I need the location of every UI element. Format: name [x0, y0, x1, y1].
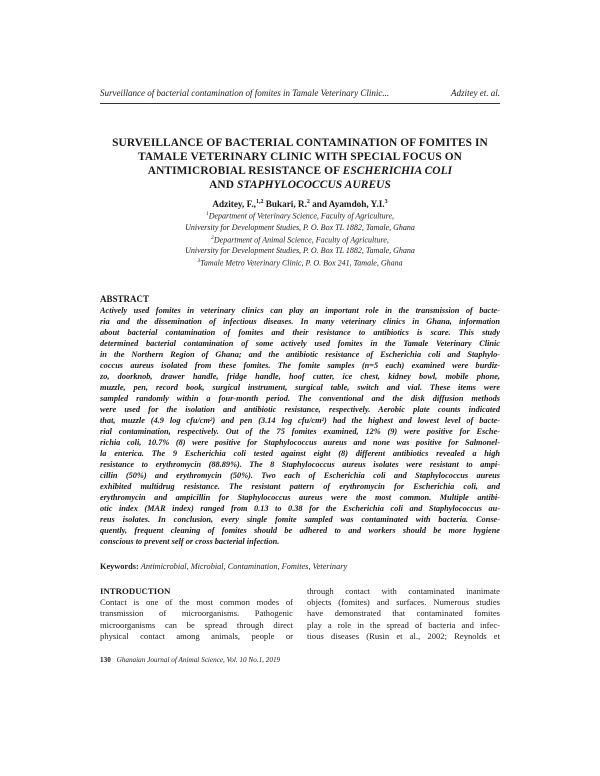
author-2: Bukari, R.: [265, 199, 307, 210]
affiliation-1-marker: 1: [205, 211, 209, 217]
abstract-line: coccus aureus isolated from these fomites. The fomite samples (n=5 each) examined were burdiz-: [100, 361, 500, 370]
abstract-line: that, muzzle (4.9 log cfu/cm²) and pen (3.14 log cfu/cm²) had the highest and lowest level of bacte-: [100, 416, 500, 425]
intro-left-line: transmission of microorganisms. Pathogenic: [100, 608, 293, 619]
intro-right-line: tious diseases (Rusin et al., 2002; Reynolds et: [307, 630, 500, 641]
abstract-line: sampled randomly within a four-month period. The conventional and the disk diffusion methods: [100, 394, 500, 403]
affiliation-line-3: [100, 233, 500, 246]
intro-heading: INTRODUCTION: [100, 586, 171, 596]
running-title: Surveillance of bacterial contamination of fomites in Tamale Veterinary Clinic...: [100, 88, 390, 98]
abstract-line: rial contamination, respectively. Out of the 75 fomites examined, 12% (9) were positive for Esche-: [100, 427, 500, 436]
author-2-affil: 2: [306, 199, 310, 205]
intro-left-column: [100, 586, 293, 642]
title-line-3: [100, 164, 500, 178]
affiliation-line-4: University for Development Studies, P. O. Box TL 1882, Tamale, Ghana: [185, 246, 415, 256]
affiliation-2-text: Department of Animal Science, Faculty of Agriculture,: [213, 235, 389, 245]
title-line-4-italic: STAPHYLOCOCCUS AUREUS: [237, 179, 391, 191]
paper-title: [100, 136, 500, 192]
page-number: 130: [100, 656, 111, 664]
keywords-label: Keywords:: [100, 562, 139, 571]
intro-right-line: through contact with contaminated inanimate: [307, 586, 500, 596]
author-1-affil: 1,2: [255, 199, 264, 205]
author-3: and Ayamdoh, Y.I.: [312, 199, 385, 210]
abstract-line: richia coli, 10.7% (8) were positive for Staphylococcus aureus and none was positive for Salmonel-: [100, 438, 500, 447]
abstract-body: [100, 305, 500, 547]
affiliation-3-text: Tamale Metro Veterinary Clinic, P. O. Box 241, Tamale, Ghana: [200, 258, 403, 268]
running-header: [100, 88, 500, 98]
header-divider: [100, 103, 500, 104]
author-1: Adzitey, F.,: [212, 199, 256, 210]
abstract-line: cillin (50%) and erythromycin (50%). Two each of Escherichia coli and Staphylococcus aureus: [100, 471, 500, 480]
abstract-line: reus isolates. In conclusion, every single fomite sampled was contaminated with bacteria. Conse-: [100, 515, 500, 524]
affiliation-1-text: Department of Veterinary Science, Faculty of Agriculture,: [208, 211, 395, 221]
journal-citation: Ghanaian Journal of Animal Science, Vol. 10 No.1, 2019: [116, 656, 281, 664]
title-line-3-text: ANTIMICROBIAL RESISTANCE OF: [147, 165, 343, 177]
affiliation-2-marker: 2: [211, 234, 214, 241]
intro-right-line: have demonstrated that contaminated fomites: [307, 608, 500, 619]
abstract-line: determined bacterial contamination of some actively used fomites in the Tamale Veterinary Clinic: [100, 339, 500, 348]
author-3-affil: 3: [384, 199, 388, 205]
title-line-1: SURVEILLANCE OF BACTERIAL CONTAMINATION OF FOMITES IN: [112, 137, 488, 149]
abstract-line: conscious to prevent self or cross bacterial infection.: [100, 537, 280, 546]
abstract-line: resistance to erythromycin (88.89%). The 8 Staphylococcus aureus isolates were resistant to ampi-: [100, 460, 500, 469]
affiliation-3-marker: 3: [197, 258, 201, 265]
intro-right-line: objects (fomites) and surfaces. Numerous studies: [307, 597, 500, 608]
intro-left-line: Contact is one of the most common modes of: [100, 597, 293, 608]
title-line-4-text: AND: [209, 179, 238, 191]
abstract-line: erythromycin and ampicillin for Staphylococcus aureus were the most common. Multiple antibi-: [100, 493, 500, 502]
affiliation-line-2: University for Development Studies, P. O. Box TL 1882, Tamale, Ghana: [185, 222, 415, 232]
title-line-2: TAMALE VETERINARY CLINIC WITH SPECIAL FOCUS ON: [137, 151, 463, 163]
title-line-4: [100, 178, 500, 192]
keywords-text: Antimicrobial, Microbial, Contamination, Fomites, Veterinary: [140, 562, 348, 571]
abstract-line: zo, doorknob, drawer handle, fridge handle, hoof cutter, ice chest, kidney bowl, mobile phone,: [100, 372, 500, 381]
keywords: [100, 562, 500, 571]
intro-left-line: microorganisms can be spread through direct: [100, 619, 293, 630]
affiliations: [100, 209, 500, 269]
abstract-line: quently, frequent cleaning of fomites should be adhered to and workers should be more hygiene: [100, 526, 500, 535]
affiliation-line-1: [100, 209, 500, 222]
affiliation-line-5: [100, 256, 500, 269]
abstract-line: were used for the isolation and antibiotic resistance, respectively. Aerobic plate counts indicated: [100, 405, 500, 414]
abstract-heading: ABSTRACT: [100, 294, 150, 304]
abstract-line: muzzle, pen, record book, surgical instrument, surgical table, switch and vial. These items were: [100, 383, 500, 392]
page-footer: [100, 656, 280, 664]
title-line-3-italic: ESCHERICHIA COLI: [342, 165, 453, 177]
abstract-line: la enterica. The 9 Escherichia coli tested against eight (8) different antibiotics revealed a high: [100, 449, 500, 458]
abstract-line: otic index (MAR index) ranged from 0.13 to 0.38 for the Escherichia coli and Staphylococcus au-: [100, 504, 500, 513]
abstract-line: Actively used fomites in veterinary clinics can play an important role in the transmission of bacte-: [100, 306, 500, 315]
running-authors: Adzitey et. al.: [451, 88, 500, 98]
intro-left-line: physical contact among animals, people or: [100, 630, 293, 641]
intro-right-line: play a role in the spread of bacteria and infec-: [307, 619, 500, 630]
intro-right-column: [307, 586, 500, 642]
abstract-line: ria and the dissemination of infectious diseases. In many veterinary clinics in Ghana, information: [100, 317, 500, 326]
abstract-line: about bacterial contamination of fomites and their resistance to antibiotics is scare. This study: [100, 328, 500, 337]
abstract-line: exhibited multidrug resistance. The resistant pattern of erythromycin for Escherichia coli, and: [100, 482, 500, 491]
abstract-line: in the Northern Region of Ghana; and the antibiotic resistance of Escherichia coli and Staphylo-: [100, 350, 500, 359]
